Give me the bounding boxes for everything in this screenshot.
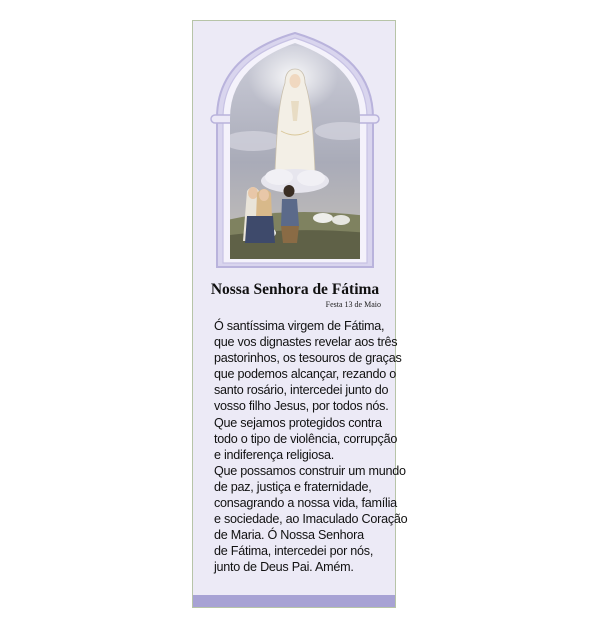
prayer-text (214, 318, 408, 576)
prayer-line: junto de Deus Pai. Amém. (214, 560, 354, 575)
prayer-line: santo rosário, intercedei junto do (214, 383, 389, 398)
prayer-line: que vos dignastes revelar aos três (214, 335, 398, 350)
prayer-line: Ó santíssima virgem de Fátima, (214, 319, 385, 333)
prayer-line: de Fátima, intercedei por nós, (214, 544, 374, 559)
prayer-line: que podemos alcançar, rezando o (214, 367, 396, 382)
gothic-arch-illustration (193, 21, 397, 271)
prayer-line: consagrando a nossa vida, família (214, 496, 397, 511)
prayer-line: pastorinhos, os tesouros de graças (214, 351, 402, 366)
prayer-line: de Maria. Ó Nossa Senhora (214, 528, 364, 543)
bottom-color-band (193, 595, 395, 607)
prayer-line: e indiferença religiosa. (214, 447, 335, 462)
prayer-line: e sociedade, ao Imaculado Coração (214, 512, 408, 527)
prayer-line: Que sejamos protegidos contra (214, 415, 382, 430)
prayer-line: todo o tipo de violência, corrupção (214, 431, 398, 446)
prayer-line: de paz, justiça e fraternidade, (214, 479, 372, 494)
feast-date-subtitle: Festa 13 de Maio (325, 300, 381, 309)
prayer-line: vosso filho Jesus, por todos nós. (214, 399, 389, 414)
prayer-line: Que possamos construir um mundo (214, 463, 406, 478)
prayer-card (192, 20, 408, 608)
card-title: Nossa Senhora de Fátima (210, 281, 380, 298)
